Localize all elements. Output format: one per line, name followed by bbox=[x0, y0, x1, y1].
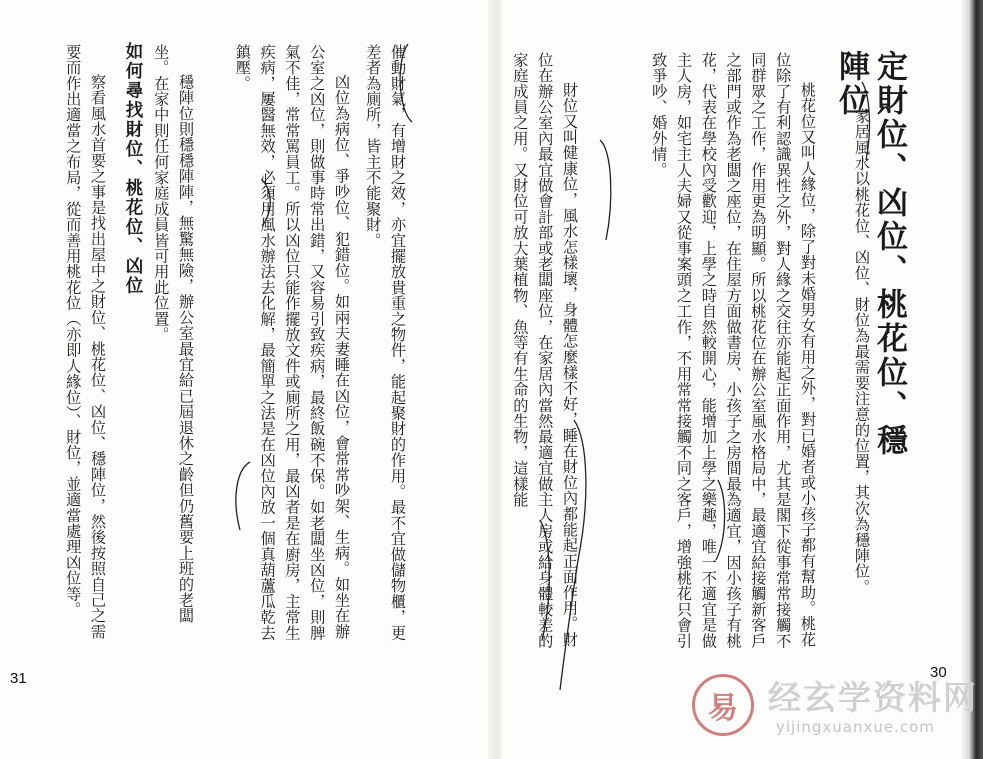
danger-paragraph bbox=[204, 44, 354, 654]
section-heading: 如何尋找財位、桃花位、凶位 bbox=[123, 42, 143, 296]
how-to-text: 察看風水首要之事是找出屋中之財位、桃花位、凶位、穩陣位，然後按照自己之需要而作出適當之布局，從而善用桃花位（亦即人緣位）、財位，並適當處理凶位等。 bbox=[64, 44, 107, 640]
scan-edge-shadow bbox=[960, 0, 983, 759]
right-page bbox=[502, 0, 960, 759]
chapter-title: 定財位、凶位、桃花位、穩陣位 bbox=[833, 50, 907, 458]
book-gutter bbox=[488, 0, 502, 759]
page-number-left: 31 bbox=[10, 670, 27, 687]
watermark-logo: 易 bbox=[692, 674, 754, 736]
danger-text: 凶位為病位、爭吵位、犯錯位。如兩夫妻睡在凶位，會常常吵架、生病。如坐在辦公室之凶位，則做事時常出錯，又容易引致疾病，最終飯碗不保。如老闆坐凶位，則脾氣不佳，常常罵員工。所以凶位只能作擺放文件或廁所之用，最凶者是在廚房，主常生疾病，屢醫無效，必須用風水辦法去化解，最簡單之法是在凶位內放一個真葫蘆瓜乾去鎮壓。 bbox=[233, 44, 351, 641]
how-to-paragraph bbox=[28, 44, 110, 654]
peach-blossom-text: 桃花位又叫人緣位，除了對未婚男女有用之外，對已婚者或小孩子都有幫助。桃花位除了有利認識異性之外，對人緣之交往亦能起正面作用，尤其是閣下從事常常接觸不同群眾之工作，作用更為明顯。所以桃花位在辦公室風水格局中，最適宜給接觸新客戶之部門或作為老闆之座位，在住屋方面做書房、小孩子之房間最為適宜，因小孩子有桃花，代表在學校內受歡迎，上學之時自然較開心，能增加上學之樂趣，唯一不適宜是做主人房，如宅主人夫婦又從事案頭之工作，不用常常接觸不同之客戶，增強桃花只會引致爭吵、婚外情。 bbox=[650, 52, 817, 649]
wealth-text: 財位又叫健康位，風水怎樣壞，身體怎麼樣不好，睡在財位內都能起正面作用。財位在辦公室內最宜做會計部或老闆座位，在家居內當然最適宜做主人房或給身體較差的家庭成員之用。又財位可放大葉植物、魚等有生命的生物，這樣能 bbox=[511, 52, 579, 649]
intro-text: 家居風水以桃花位、凶位、財位為最需要注意的位置，其次為穩陣位。 bbox=[853, 108, 871, 596]
wealth-continued-paragraph bbox=[358, 44, 410, 654]
intro-paragraph bbox=[846, 78, 874, 688]
wealth-continued-text: 催動財氣，有增財之效，亦宜擺放貴重之物件，能起聚財的作用。最不宜做儲物櫃，更差者為廁所，皆主不能聚財。 bbox=[364, 44, 407, 641]
left-page bbox=[0, 0, 488, 759]
stable-text: 穩陣位則穩穩陣陣，無驚無險，辦公室最宜給已屆退休之齡但仍舊要上班的老闆坐。在家中則任何家庭成員皆可用此位置。 bbox=[152, 44, 195, 624]
peach-blossom-paragraph bbox=[588, 52, 820, 662]
site-watermark bbox=[692, 666, 978, 752]
page-number-right: 30 bbox=[930, 664, 947, 681]
stable-paragraph bbox=[146, 44, 198, 654]
watermark-url: yijingxuanxue.com bbox=[776, 718, 935, 736]
wealth-paragraph bbox=[500, 52, 582, 662]
watermark-site-name: 经玄学资料网 bbox=[768, 678, 978, 717]
